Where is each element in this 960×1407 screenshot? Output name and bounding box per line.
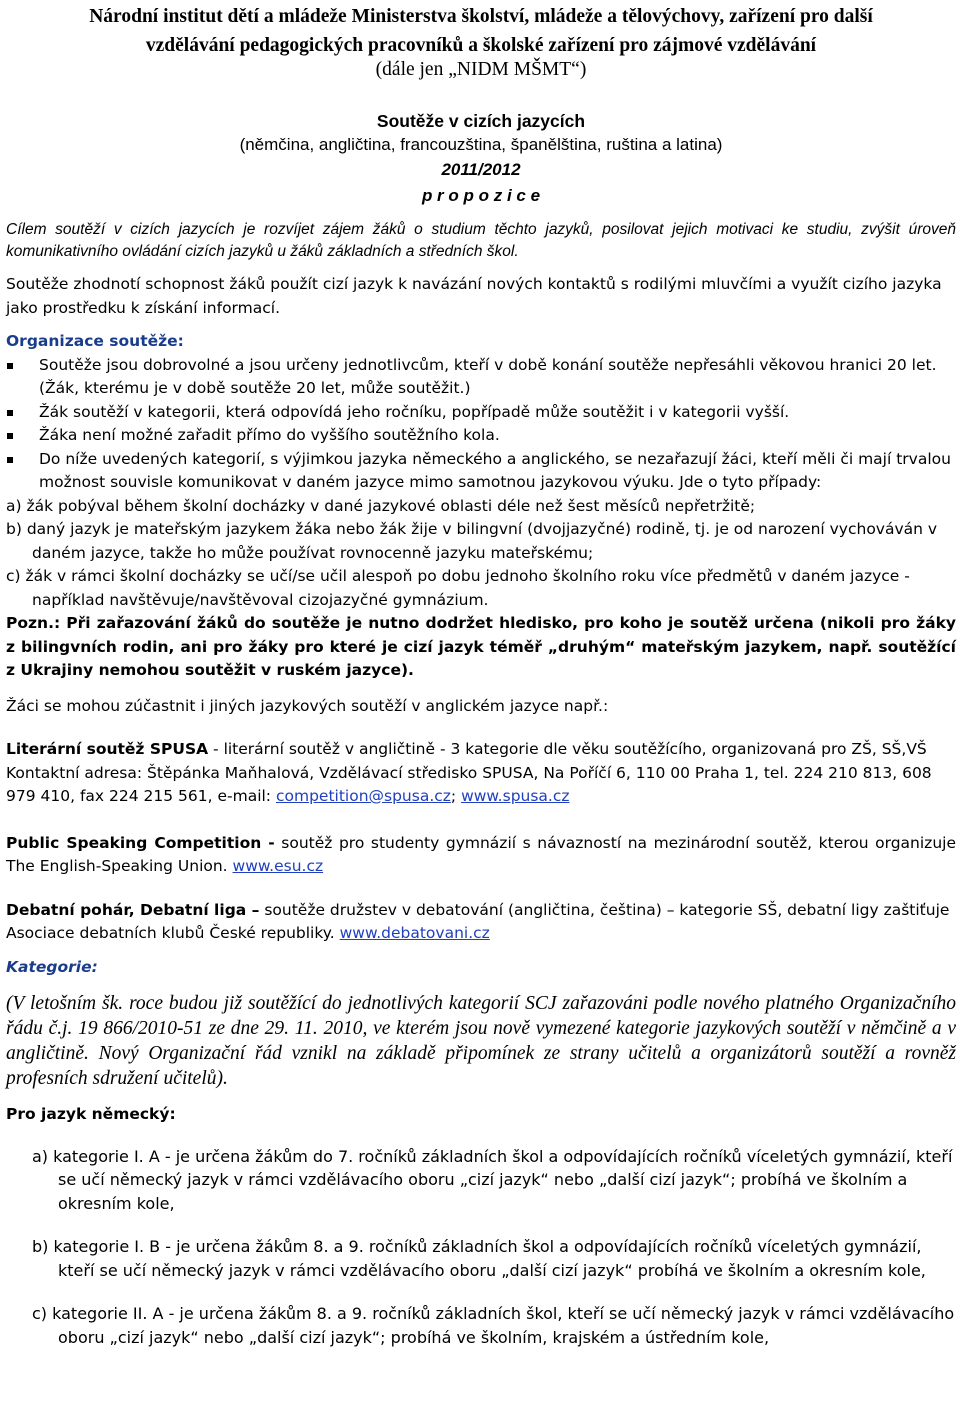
spusa-text: - literární soutěž v angličtině - 3 kategorie dle věku soutěžícího, organizovaná pro ZŠ, SŠ,VŠ [208, 740, 927, 758]
bullet-icon [7, 410, 13, 416]
header-line-3: (dále jen „NIDM MŠMT“) [375, 59, 587, 80]
title-block [6, 109, 956, 209]
organizace-heading: Organizace soutěže: [6, 332, 184, 350]
psc-text: soutěž pro studenty gymnázií s návazností na mezinárodní soutěž, kterou organizuje The English-Speaking Union. [6, 833, 956, 875]
category-item-a: a) kategorie I. A - je určena žákům do 7. ročníků základních škol a odpovídajících ročníků víceletých gymnázií, kteří se učí německý jazyk v rámci vzdělávacího oboru „cizí jazyk“ nebo „další cizí jazyk“; probíhá ve školním a okresním kole, [32, 1146, 953, 1213]
list-item-text: Soutěže jsou dobrovolné a jsou určeny jednotlivcům, kteří v době konání soutěže nepřesáhli věkovou hranici 20 let. (Žák, kterému je v době soutěže 20 let, může soutěžit.) [39, 355, 937, 397]
spusa-email-link[interactable]: competition@spusa.cz [275, 787, 451, 805]
spusa-contact-text: Kontaktní adresa: Štěpánka Maňhalová, Vzdělávací středisko SPUSA, Na Poříčí 6, 110 00 Praha 1, tel. 224 210 813, 608 979 410, fax 224 215 561, e-mail: [6, 763, 932, 805]
separator: ; [450, 787, 462, 805]
note-label: Pozn. [6, 614, 54, 632]
spusa-paragraph [6, 738, 956, 762]
spusa-contact [6, 762, 956, 809]
list-item [6, 448, 956, 495]
list-item [6, 424, 956, 448]
psc-name: Public Speaking Competition - [6, 833, 275, 852]
header [6, 5, 956, 82]
intro-paragraph: Cílem soutěží v cizích jazycích je rozvíjet zájem žáků o studium těchto jazyků, posilovat jejich motivaci ke studiu, zvýšit úroveň komunikativního ovládání cizích jazyků u žáků základních a středních škol. [6, 221, 956, 260]
bullet-icon [7, 433, 13, 439]
note-paragraph [6, 612, 956, 683]
title-main: Soutěže v cizích jazycích [376, 111, 586, 131]
german-heading: Pro jazyk německý: [6, 1105, 176, 1123]
bullet-icon [7, 457, 13, 463]
bullet-icon [7, 363, 13, 369]
spusa-name: Literární soutěž SPUSA [6, 740, 209, 758]
list-item [6, 354, 956, 401]
paragraph-purpose: Soutěže zhodnotí schopnost žáků použít cizí jazyk k navázání nových kontaktů s rodilými mluvčími a využít cizího jazyka jako prostředku k získání informací. [6, 275, 942, 317]
case-b: b) daný jazyk je mateřským jazykem žáka nebo žák žije v bilingvní (dvojjazyčné) rodině, tj. je od narození vychováván v daném jazyce, takže ho může používat rovnocenně jazyku mateřskému; [6, 520, 938, 562]
list-item-text: Žák soutěží v kategorii, která odpovídá jeho ročníku, popřípadě může soutěžit i v kategorii vyšší. [39, 402, 790, 421]
list-item-text: Žáka není možné zařadit přímo do vyššího soutěžního kola. [39, 426, 500, 444]
kategorie-note: (V letošním šk. roce budou již soutěžící do jednotlivých kategorií SCJ zařazováni podle nového platného Organizačního řádu č.j. 19 866/2010-51 ze dne 29. 11. 2010, ve kterém jsou nově vymezené kategorie jazykových soutěží v němčině a v angličtině. Nový Organizační řád vznikl na základě připomínek ze strany učitelů a organizátorů soutěží a rovněž profesních sdružení učitelů). [6, 993, 956, 1089]
spusa-web-link[interactable]: www.spusa.cz [461, 787, 570, 805]
debate-paragraph [6, 899, 956, 946]
esu-web-link[interactable]: www.esu.cz [232, 857, 324, 875]
header-line-1: Národní institut dětí a mládeže Ministerstva školství, mládeže a tělovýchovy, zařízení pro další [89, 6, 873, 27]
list-item-text: Do níže uvedených kategorií, s výjimkou jazyka německého a anglického, se nezařazují žáci, kteří měli či mají trvalou možnost souvisle komunikovat v daném jazyce mimo samotnou jazykovou výuku. Jde o tyto případy: [39, 449, 951, 491]
case-a: a) žák pobýval během školní docházky v dané jazykové oblasti déle než šest měsíců nepřetržitě; [6, 496, 756, 515]
organizace-section [6, 330, 956, 683]
other-competitions-intro: Žáci se mohou zúčastnit i jiných jazykových soutěží v anglickém jazyce např.: [6, 696, 609, 715]
title-languages: (němčina, angličtina, francouzština, španělština, ruština a latina) [239, 135, 723, 154]
kategorie-heading: Kategorie: [6, 957, 98, 976]
category-item-c: c) kategorie II. A - je určena žákům 8. a 9. ročníků základních škol, kteří se učí německý jazyk v rámci vzdělávacího oboru „cizí jazyk“ nebo „další cizí jazyk“; probíhá ve školním, krajském a ústředním kole, [32, 1304, 955, 1347]
category-item-b: b) kategorie I. B - je určena žákům 8. a 9. ročníků základních škol a odpovídajících ročníků víceletých gymnázií, kteří se učí německý jazyk v rámci vzdělávacího oboru „další cizí jazyk“ probíhá ve školním a okresním kole, [32, 1237, 926, 1280]
case-c: c) žák v rámci školní docházky se učí/se učil alespoň po dobu jednoho školního roku více předmětů v daném jazyce - například navštěvuje/navštěvoval cizojazyčné gymnázium. [6, 567, 910, 609]
note-text: : Při zařazování žáků do soutěže je nutno dodržet hledisko, pro koho je soutěž určena (nikoli pro žáky z bilingvních rodin, ani pro žáky pro které je cizí jazyk téměř „druhým“ mateřským jazykem, např. soutěžící z Ukrajiny nemohou soutěžit v ruském jazyce). [6, 614, 956, 679]
psc-paragraph [6, 832, 956, 879]
title-subtitle: p r o p o z i c e [421, 186, 541, 205]
title-year: 2011/2012 [441, 160, 521, 179]
document-page [6, 0, 956, 1349]
debatovani-web-link[interactable]: www.debatovani.cz [339, 924, 490, 942]
list-item [6, 401, 956, 425]
debate-name: Debatní pohár, Debatní liga – [6, 900, 260, 919]
debate-text: soutěže družstev v debatování (angličtina, čeština) – kategorie SŠ, debatní ligy zaštiťuje Asociace debatních klubů České republiky. [6, 900, 950, 942]
header-line-2: vzdělávání pedagogických pracovníků a školské zařízení pro zájmové vzdělávání [145, 35, 817, 56]
